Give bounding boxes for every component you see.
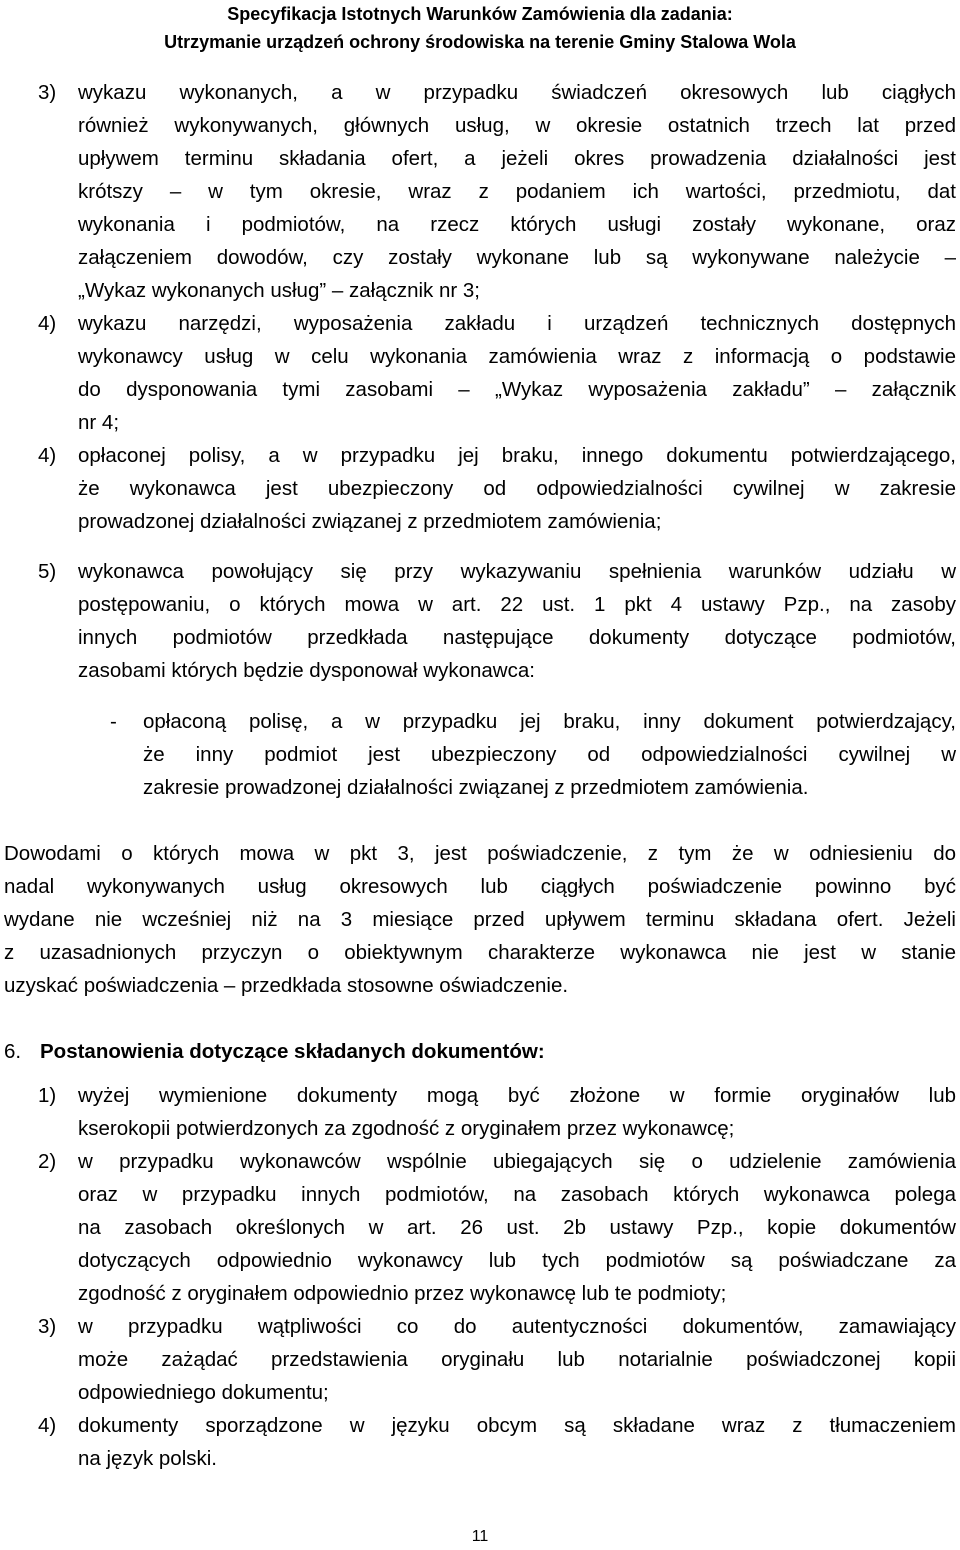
text-line: nr 4; xyxy=(78,411,120,434)
list-item xyxy=(78,1409,956,1475)
item-number: 3) xyxy=(38,1315,57,1338)
text-line: wykazu wykonanych, a w przypadku świadczeń okresowych lub ciągłych xyxy=(78,81,956,104)
text-line: na zasobach określonych w art. 26 ust. 2b ustawy Pzp., kopie dokumentów xyxy=(78,1216,956,1239)
text-line: również wykonywanych, głównych usług, w okresie ostatnich trzech lat przed xyxy=(78,114,956,137)
text-line: wykonawcy usług w celu wykonania zamówienia wraz z informacją o podstawie xyxy=(78,345,956,368)
item-number: 2) xyxy=(38,1150,57,1173)
list-item xyxy=(78,1079,956,1145)
page-number: 11 xyxy=(471,1528,489,1545)
text-line: krótszy – w tym okresie, wraz z podaniem ich wartości, przedmiotu, dat xyxy=(78,180,956,203)
text-line: wyżej wymienione dokumenty mogą być złożone w formie oryginałów lub xyxy=(78,1084,956,1107)
text-line: opłaconej polisy, a w przypadku jej braku, innego dokumentu potwierdzającego, xyxy=(78,444,956,467)
list-item xyxy=(78,76,956,307)
list-item xyxy=(78,1145,956,1310)
text-line: zasobami których będzie dysponował wykonawca: xyxy=(78,659,535,682)
text-line: oraz w przypadku innych podmiotów, na zasobach których wykonawca polega xyxy=(78,1183,956,1206)
section-title: Postanowienia dotyczące składanych dokumentów: xyxy=(40,1040,545,1063)
list-item xyxy=(78,555,956,687)
text-line: zakresie prowadzonej działalności związanej z przedmiotem zamówienia. xyxy=(143,776,809,799)
text-line: zgodność z oryginałem odpowiednio przez wykonawcę lub te podmioty; xyxy=(78,1282,727,1305)
header-line-2: Utrzymanie urządzeń ochrony środowiska na terenie Gminy Stalowa Wola xyxy=(164,32,796,52)
text-line: że inny podmiot jest ubezpieczony od odpowiedzialności cywilnej w xyxy=(143,743,956,766)
text-line: w przypadku wątpliwości co do autentyczności dokumentów, zamawiający xyxy=(78,1315,956,1338)
text-line: na język polski. xyxy=(78,1447,218,1470)
text-line: kserokopii potwierdzonych za zgodność z oryginałem przez wykonawcę; xyxy=(78,1117,735,1140)
item-number: 3) xyxy=(38,81,57,104)
list-item xyxy=(78,439,956,538)
text-line: Dowodami o których mowa w pkt 3, jest poświadczenie, z tym że w odniesieniu do xyxy=(4,842,956,865)
text-line: „Wykaz wykonanych usług” – załącznik nr 3; xyxy=(78,279,481,302)
section-number: 6. xyxy=(4,1040,22,1063)
text-line: że wykonawca jest ubezpieczony od odpowiedzialności cywilnej w zakresie xyxy=(78,477,956,500)
text-line: do dysponowania tymi zasobami – „Wykaz wyposażenia zakładu” – załącznik xyxy=(78,378,956,401)
text-line: wykonania i podmiotów, na rzecz których usługi zostały wykonane, oraz xyxy=(78,213,956,236)
text-line: dotyczących odpowiednio wykonawcy lub tych podmiotów są poświadczane za xyxy=(78,1249,956,1272)
item-number: 5) xyxy=(38,560,57,583)
text-line: uzyskać poświadczenia – przedkłada stosowne oświadczenie. xyxy=(4,974,569,997)
bullet-marker: - xyxy=(110,710,117,733)
text-line: wykonawca powołujący się przy wykazywaniu spełnienia warunków udziału w xyxy=(78,560,956,583)
item-number: 4) xyxy=(38,312,57,335)
text-line: wydane nie wcześniej niż na 3 miesiące przed upływem terminu składana ofert. Jeżeli xyxy=(4,908,956,931)
text-line: załączeniem dowodów, czy zostały wykonane lub są wykonywane należycie – xyxy=(78,246,956,269)
body-paragraph xyxy=(4,837,956,1002)
text-line: dokumenty sporządzone w języku obcym są składane wraz z tłumaczeniem xyxy=(78,1414,956,1437)
text-line: innych podmiotów przedkłada następujące dokumenty dotyczące podmiotów, xyxy=(78,626,956,649)
text-line: prowadzonej działalności związanej z przedmiotem zamówienia; xyxy=(78,510,662,533)
text-line: nadal wykonywanych usług okresowych lub ciągłych poświadczenie powinno być xyxy=(4,875,956,898)
item-number: 1) xyxy=(38,1084,57,1107)
item-number: 4) xyxy=(38,444,57,467)
text-line: może zażądać przedstawienia oryginału lub notarialnie poświadczonej kopii xyxy=(78,1348,956,1371)
bullet-item xyxy=(143,705,956,804)
document-header xyxy=(0,0,960,56)
text-line: wykazu narzędzi, wyposażenia zakładu i urządzeń technicznych dostępnych xyxy=(78,312,956,335)
list-item xyxy=(78,307,956,439)
text-line: postępowaniu, o których mowa w art. 22 ust. 1 pkt 4 ustawy Pzp., na zasoby xyxy=(78,593,956,616)
text-line: z uzasadnionych przyczyn o obiektywnym charakterze wykonawca nie jest w stanie xyxy=(4,941,956,964)
text-line: w przypadku wykonawców wspólnie ubiegających się o udzielenie zamówienia xyxy=(78,1150,956,1173)
item-number: 4) xyxy=(38,1414,57,1437)
text-line: opłaconą polisę, a w przypadku jej braku, inny dokument potwierdzający, xyxy=(143,710,956,733)
text-line: upływem terminu składania ofert, a jeżeli okres prowadzenia działalności jest xyxy=(78,147,956,170)
text-line: odpowiedniego dokumentu; xyxy=(78,1381,329,1404)
header-line-1: Specyfikacja Istotnych Warunków Zamówienia dla zadania: xyxy=(227,4,733,24)
list-item xyxy=(78,1310,956,1409)
